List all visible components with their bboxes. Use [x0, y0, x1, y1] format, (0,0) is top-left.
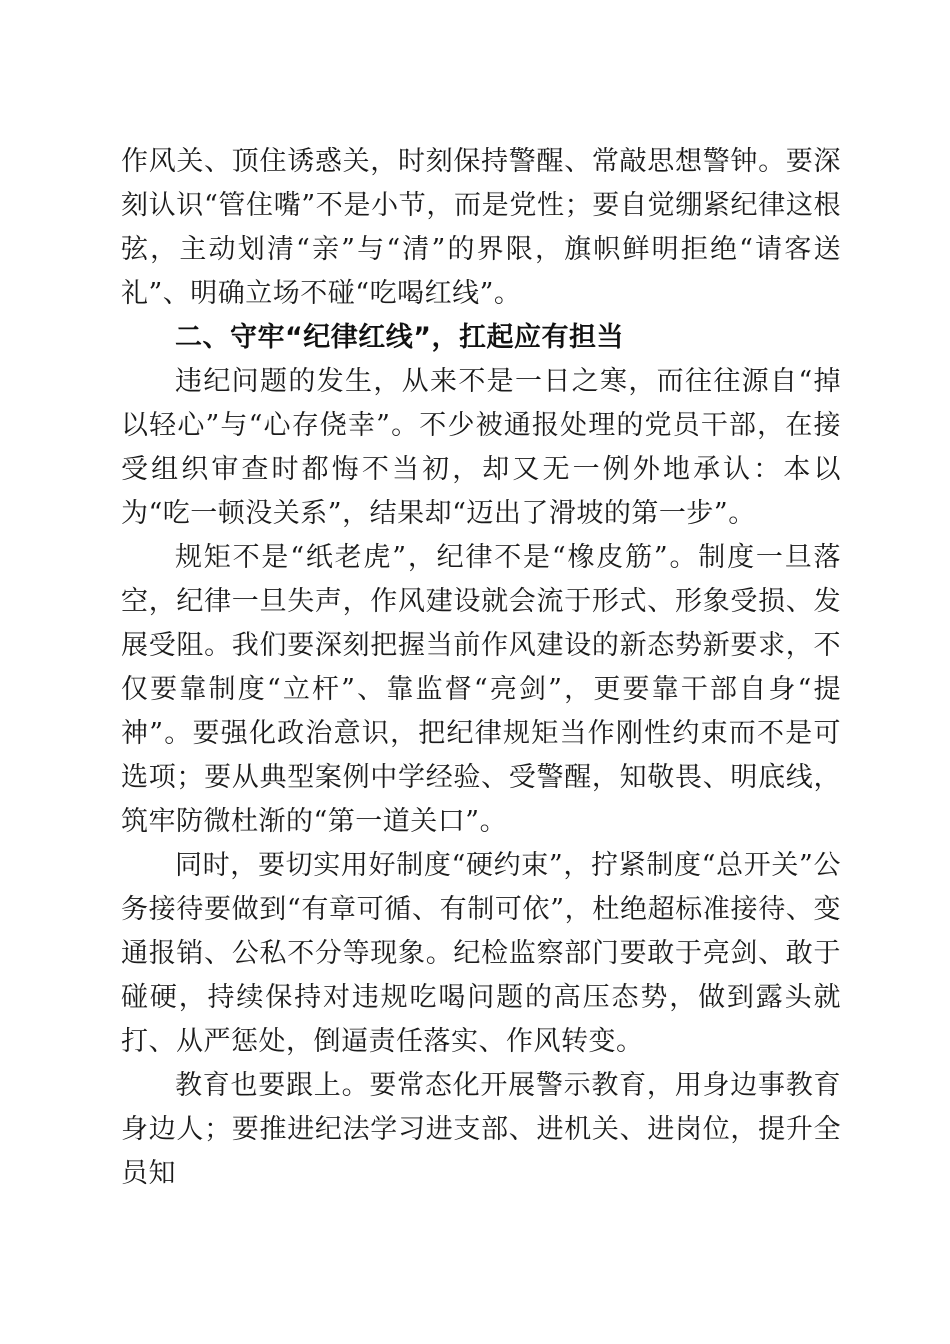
- paragraph-violation-origin: 违纪问题的发生，从来不是一日之寒，而往往源自“掉以轻心”与“心存侥幸”。不少被通报处理的党员干部，在接受组织审查时都悔不当初，却又无一例外地承认：本以为“吃一顿没关系”，结果却“迈出了滑坡的第一步”。: [121, 366, 841, 529]
- paragraph-rules-not-paper-tiger: 规矩不是“纸老虎”，纪律不是“橡皮筋”。制度一旦落空，纪律一旦失声，作风建设就会流于形式、形象受损、发展受阻。我们要深刻把握当前作风建设的新态势新要求，不仅要靠制度“立杆”、靠监督“亮剑”，更要靠干部自身“提神”。要强化政治意识，把纪律规矩当作刚性约束而不是可选项；要从典型案例中学经验、受警醒，知敬畏、明底线，筑牢防微杜渐的“第一道关口”。: [121, 542, 841, 837]
- section-heading: 二、守牢“纪律红线”，扛起应有担当: [175, 322, 624, 353]
- paragraph-education: 教育也要跟上。要常态化开展警示教育，用身边事教育身边人；要推进纪法学习进支部、进机关、进岗位，提升全员知: [121, 1070, 841, 1189]
- paragraph-hard-constraints: 同时，要切实用好制度“硬约束”，拧紧制度“总开关”公务接待要做到“有章可循、有制可依”，杜绝超标准接待、变通报销、公私不分等现象。纪检监察部门要敢于亮剑、敢于碰硬，持续保持对违规吃喝问题的高压态势，做到露头就打、从严惩处，倒逼责任落实、作风转变。: [121, 850, 841, 1057]
- document-body: [121, 140, 841, 1196]
- paragraph-continuation: 作风关、顶住诱惑关，时刻保持警醒、常敲思想警钟。要深刻认识“管住嘴”不是小节，而是党性；要自觉绷紧纪律这根弦，主动划清“亲”与“清”的界限，旗帜鲜明拒绝“请客送礼”、明确立场不碰“吃喝红线”。: [121, 146, 841, 309]
